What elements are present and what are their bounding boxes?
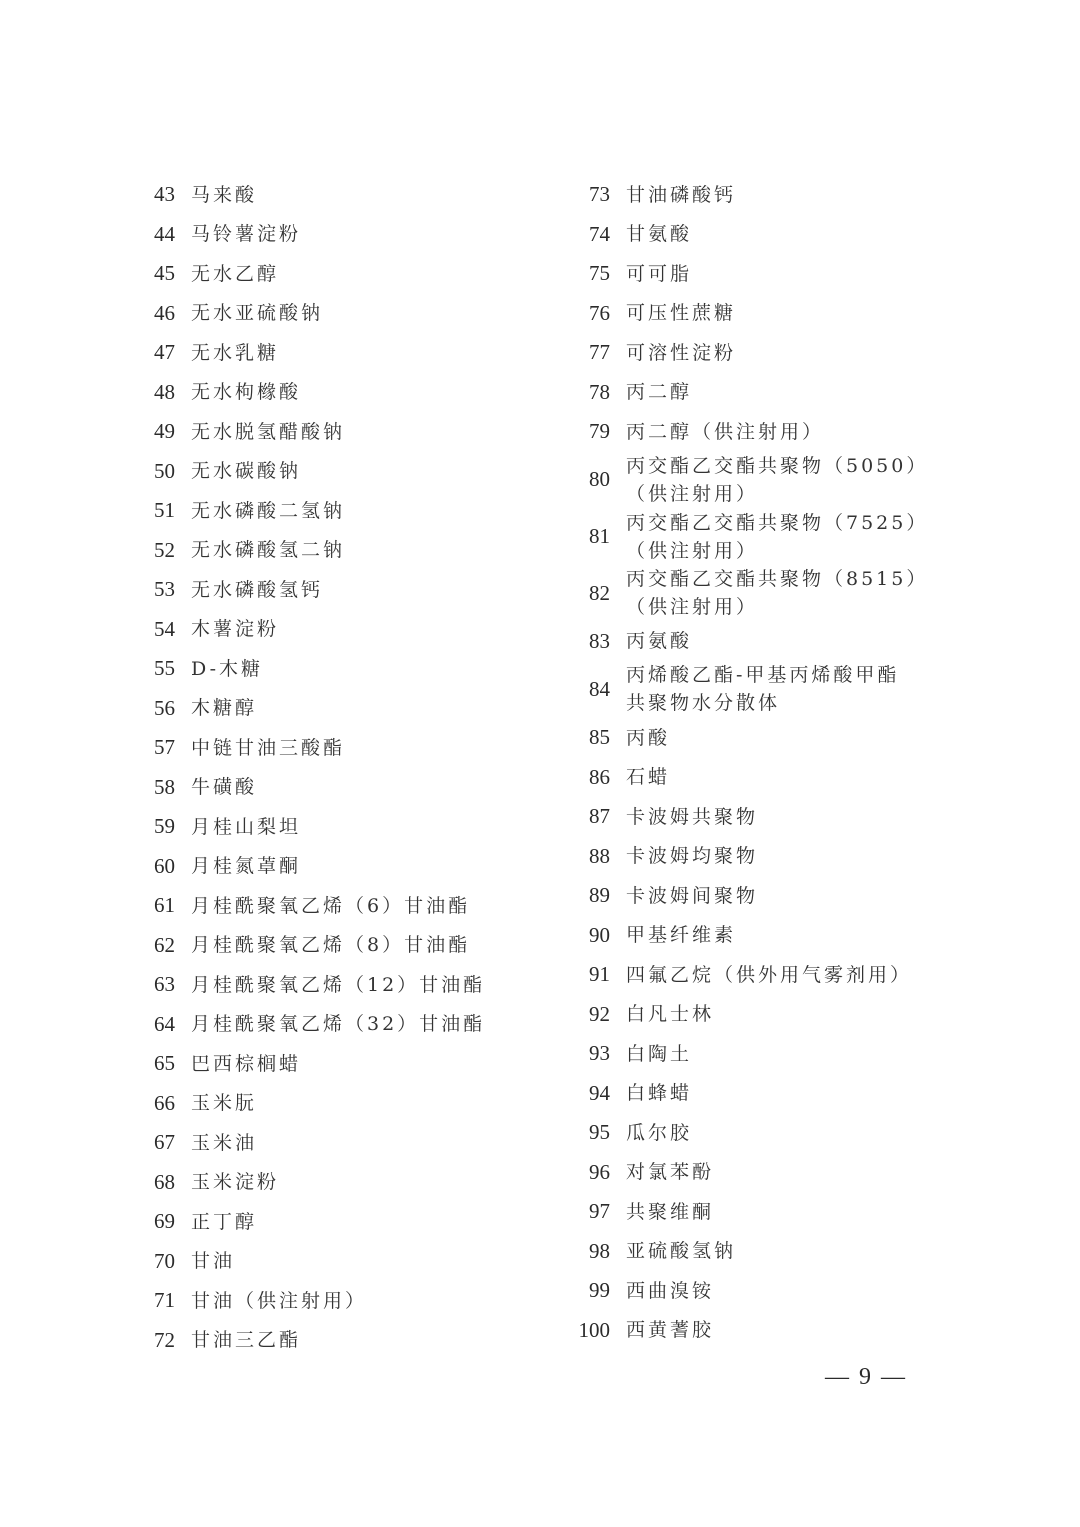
item-number: 80 [589, 467, 610, 492]
item-number: 93 [589, 1041, 610, 1065]
list-item [555, 955, 935, 995]
item-number: 82 [589, 580, 610, 605]
item-number: 46 [154, 300, 175, 325]
item-name: 亚硫酸氢钠 [626, 1240, 737, 1262]
list-item [120, 1163, 540, 1203]
item-name: 月桂酰聚氧乙烯（8）甘油酯 [191, 934, 471, 957]
item-name: 四氟乙烷（供外用气雾剂用） [626, 963, 913, 986]
item-name: 月桂山梨坦 [191, 815, 302, 838]
list-item [555, 1034, 935, 1074]
item-name: 可压性蔗糖 [626, 302, 737, 325]
item-name: 甘油三乙酯 [191, 1329, 302, 1352]
item-number: 62 [154, 932, 175, 957]
list-item [555, 508, 935, 565]
list-item [555, 836, 935, 876]
list-item [555, 1310, 935, 1350]
item-number: 64 [154, 1011, 175, 1036]
list-item [555, 333, 935, 373]
item-name: 白蜂蜡 [626, 1082, 693, 1104]
list-item [120, 254, 540, 294]
list-item [120, 768, 540, 808]
item-number: 63 [154, 972, 175, 997]
list-item [120, 965, 540, 1005]
item-name: 卡波姆共聚物 [626, 805, 759, 828]
list-item [555, 1231, 935, 1271]
item-name: 白陶土 [626, 1042, 693, 1065]
left-column [120, 175, 540, 1360]
list-item [555, 1271, 935, 1311]
item-number: 70 [154, 1248, 175, 1273]
list-item [120, 1084, 540, 1124]
item-number: 92 [589, 1001, 610, 1026]
item-name: 可溶性淀粉 [626, 341, 737, 364]
item-number: 98 [589, 1238, 610, 1263]
item-name: 共聚维酮 [626, 1200, 715, 1223]
item-number: 56 [154, 695, 175, 720]
item-number: 76 [589, 300, 610, 325]
item-name: 丙交酯乙交酯共聚物（7525）（供注射用） [626, 511, 919, 562]
item-name: 卡波姆间聚物 [626, 884, 759, 907]
list-item [555, 565, 935, 622]
item-name: 丙二醇（供注射用） [626, 420, 825, 443]
list-item [120, 649, 540, 689]
list-item [555, 1192, 935, 1232]
item-number: 69 [154, 1209, 175, 1234]
list-item [555, 452, 935, 509]
item-number: 58 [154, 774, 175, 799]
list-item [555, 1073, 935, 1113]
item-number: 96 [589, 1159, 610, 1184]
item-number: 77 [589, 340, 610, 365]
item-number: 97 [589, 1199, 610, 1223]
list-item [120, 847, 540, 887]
list-item [555, 254, 935, 294]
item-name: 玉米油 [191, 1131, 258, 1154]
item-name: 玉米淀粉 [191, 1171, 280, 1194]
item-number: 49 [154, 419, 175, 444]
list-item [120, 1321, 540, 1361]
list-item [120, 570, 540, 610]
item-name: 丙氨酸 [626, 630, 693, 653]
list-item [120, 610, 540, 650]
item-number: 59 [154, 814, 175, 839]
item-number: 65 [154, 1051, 175, 1076]
list-item [555, 373, 935, 413]
item-name: 月桂氮䓬酮 [191, 855, 302, 878]
list-item [555, 1113, 935, 1153]
list-item [120, 452, 540, 492]
item-name: 牛磺酸 [191, 776, 258, 799]
list-item [555, 1152, 935, 1192]
item-number: 86 [589, 764, 610, 789]
item-name: 无水乙醇 [191, 262, 280, 285]
item-name: 无水脱氢醋酸钠 [191, 420, 346, 443]
item-name: 木薯淀粉 [191, 618, 280, 641]
item-name: 无水枸橼酸 [191, 381, 302, 404]
item-name: 对氯苯酚 [626, 1161, 715, 1183]
item-name: 甘油 [191, 1250, 236, 1273]
list-item [120, 1281, 540, 1321]
item-number: 100 [578, 1317, 610, 1342]
item-name: 西曲溴铵 [626, 1279, 715, 1302]
item-name: 甲基纤维素 [626, 924, 737, 946]
item-number: 50 [154, 458, 175, 483]
item-number: 99 [589, 1278, 610, 1302]
item-name: 无水亚硫酸钠 [191, 302, 324, 325]
list-item [555, 175, 935, 215]
list-item [120, 294, 540, 334]
item-number: 55 [154, 656, 175, 681]
list-item [555, 661, 935, 718]
item-name: 丙交酯乙交酯共聚物（8515）（供注射用） [626, 568, 919, 619]
item-number: 78 [589, 379, 610, 404]
item-number: 87 [589, 804, 610, 828]
list-item [555, 718, 935, 758]
list-item [120, 1242, 540, 1282]
list-item [555, 294, 935, 334]
item-name: 西黄蓍胶 [626, 1319, 715, 1341]
right-column [555, 175, 935, 1350]
item-number: 91 [589, 962, 610, 986]
item-number: 68 [154, 1169, 175, 1194]
item-name: 无水乳糖 [191, 341, 280, 364]
list-item [555, 757, 935, 797]
list-item [120, 215, 540, 255]
item-number: 74 [589, 221, 610, 246]
item-number: 85 [589, 725, 610, 749]
item-number: 53 [154, 577, 175, 602]
item-name: 甘氨酸 [626, 223, 693, 246]
item-number: 54 [154, 616, 175, 641]
list-item [120, 728, 540, 768]
item-name: 甘油（供注射用） [191, 1289, 368, 1312]
item-number: 94 [589, 1080, 610, 1105]
list-item [555, 412, 935, 452]
list-item [120, 531, 540, 571]
list-item [120, 333, 540, 373]
page-number: — 9 — [825, 1364, 907, 1390]
item-number: 95 [589, 1120, 610, 1144]
item-number: 52 [154, 537, 175, 562]
list-item [120, 1005, 540, 1045]
item-name: 中链甘油三酸酯 [191, 736, 346, 759]
item-number: 67 [154, 1130, 175, 1155]
list-item [120, 926, 540, 966]
item-number: 44 [154, 221, 175, 246]
item-name: 巴西棕榈蜡 [191, 1052, 302, 1075]
list-item [555, 215, 935, 255]
item-number: 51 [154, 498, 175, 523]
item-number: 75 [589, 261, 610, 286]
list-item [120, 1044, 540, 1084]
item-name: 无水磷酸氢二钠 [191, 539, 346, 562]
item-name: 正丁醇 [191, 1210, 258, 1233]
item-name: 丙交酯乙交酯共聚物（5050）（供注射用） [626, 454, 919, 505]
item-name: 木糖醇 [191, 697, 258, 720]
list-item [555, 797, 935, 837]
list-item [555, 915, 935, 955]
item-name: 可可脂 [626, 262, 693, 285]
list-item [555, 994, 935, 1034]
item-name: 玉米朊 [191, 1092, 258, 1115]
list-item [120, 373, 540, 413]
item-name: 卡波姆均聚物 [626, 845, 759, 867]
item-number: 71 [154, 1288, 175, 1313]
item-number: 48 [154, 379, 175, 404]
item-name: 马铃薯淀粉 [191, 223, 302, 246]
list-item [555, 622, 935, 662]
item-name: 月桂酰聚氧乙烯（32）甘油酯 [191, 1013, 486, 1036]
item-number: 89 [589, 883, 610, 907]
item-name: 无水碳酸钠 [191, 460, 302, 483]
item-number: 90 [589, 922, 610, 947]
list-item [120, 807, 540, 847]
list-item [120, 689, 540, 729]
item-number: 60 [154, 853, 175, 878]
item-name: 无水磷酸二氢钠 [191, 499, 346, 522]
item-number: 57 [154, 735, 175, 760]
item-number: 79 [589, 419, 610, 444]
item-name: D-木糖 [191, 657, 264, 680]
item-name: 瓜尔胶 [626, 1121, 693, 1144]
item-name: 丙酸 [626, 726, 671, 749]
item-number: 72 [154, 1327, 175, 1352]
list-item [555, 876, 935, 916]
item-number: 84 [589, 676, 610, 701]
list-item [120, 886, 540, 926]
item-number: 88 [589, 843, 610, 868]
item-number: 43 [154, 182, 175, 207]
list-item [120, 175, 540, 215]
item-name: 白凡士林 [626, 1003, 715, 1025]
list-item [120, 1202, 540, 1242]
item-name: 甘油磷酸钙 [626, 183, 737, 206]
item-name: 丙烯酸乙酯-甲基丙烯酸甲酯共聚物水分散体 [626, 664, 900, 715]
item-name: 马来酸 [191, 183, 258, 206]
item-name: 月桂酰聚氧乙烯（6）甘油酯 [191, 894, 471, 917]
item-number: 83 [589, 628, 610, 653]
item-number: 45 [154, 261, 175, 286]
list-item [120, 412, 540, 452]
item-number: 66 [154, 1090, 175, 1115]
item-name: 丙二醇 [626, 381, 693, 404]
list-item [120, 1123, 540, 1163]
list-item [120, 491, 540, 531]
item-name: 月桂酰聚氧乙烯（12）甘油酯 [191, 973, 486, 996]
item-name: 石蜡 [626, 766, 671, 788]
item-number: 73 [589, 182, 610, 207]
item-number: 47 [154, 340, 175, 365]
item-name: 无水磷酸氢钙 [191, 578, 324, 601]
item-number: 81 [589, 524, 610, 549]
item-number: 61 [154, 893, 175, 918]
